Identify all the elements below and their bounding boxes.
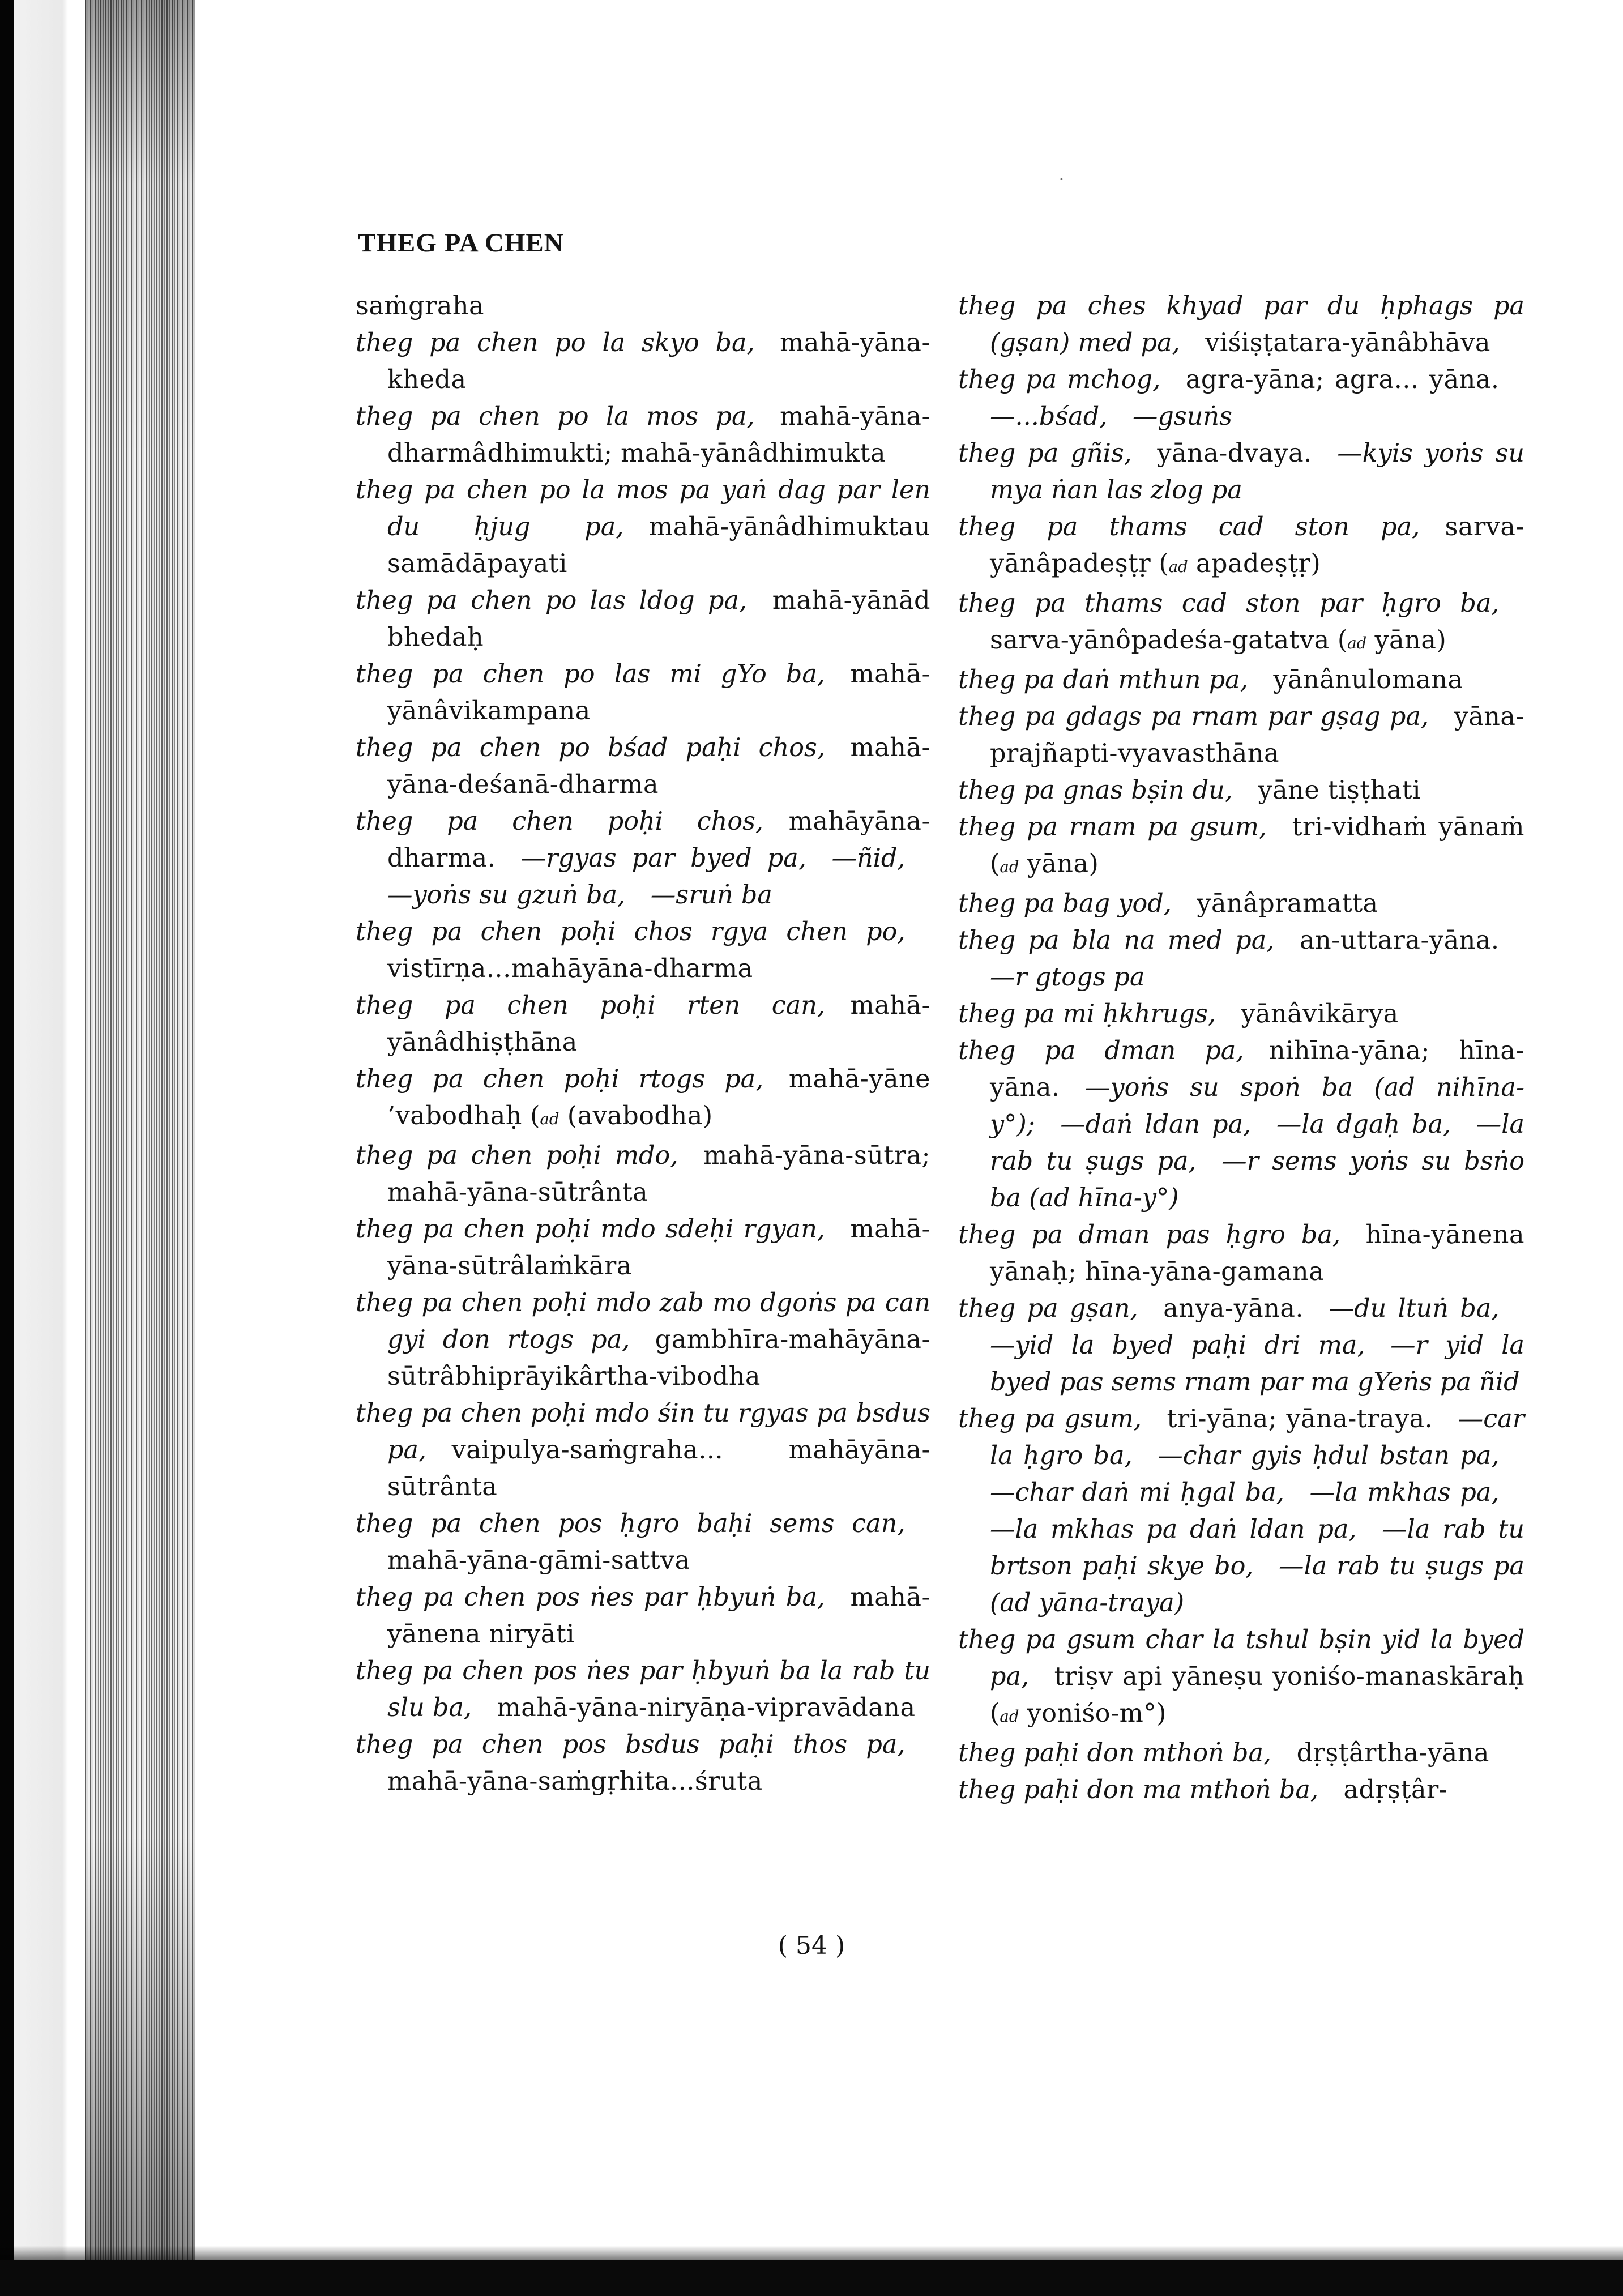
cross-ref-ad: ad: [1000, 1707, 1019, 1726]
cross-ref-target: yāna): [1374, 626, 1447, 655]
sanskrit-equivalent: mahā-yāna-dharmâdhimukti; mahā-yānâdhimukta: [387, 402, 930, 468]
scan-speck: ·: [1059, 170, 1064, 189]
sub-entry: —kyis yoṅs su mya ṅan las zlog pa: [990, 439, 1525, 505]
sub-entry: —du ltuṅ ba,: [1329, 1294, 1500, 1323]
sub-entry: —...bśad,: [990, 402, 1108, 431]
sanskrit-equivalent: yāna-prajñapti-vyavasthāna: [990, 702, 1524, 768]
tibetan-headword: theg pa chen po las ldog pa,: [356, 586, 748, 615]
sub-entry: —char gyis ḥdul bstan pa,: [1158, 1441, 1500, 1470]
sub-entry: —la mkhas pa daṅ ldan pa,: [990, 1515, 1357, 1544]
dictionary-entry: theg pa rnam pa gsum, tri-vidhaṁ yānaṁ (ad yāna): [958, 813, 1524, 878]
tibetan-headword: theg pa gdags pa rnam par gṣag pa,: [958, 702, 1429, 731]
dictionary-entry: [356, 398, 930, 472]
sanskrit-equivalent: dṛṣṭârtha-yāna: [1296, 1739, 1489, 1768]
sanskrit-equivalent: hīna-yānena yānaḥ; hīna-yāna-gamana: [990, 1220, 1524, 1286]
tibetan-headword: theg pa chen pos bsdus paḥi thos pa,: [356, 1730, 906, 1759]
tibetan-headword: theg pa chen poḥi rten can,: [356, 991, 826, 1020]
dictionary-entry: [958, 698, 1524, 772]
sanskrit-equivalent: mahā-yānâdhimuktau samādāpayati: [387, 513, 930, 578]
cross-ref-target: (avabodha): [567, 1102, 713, 1130]
tibetan-headword: theg pa gñis,: [958, 439, 1132, 468]
sub-entry: —yoṅs su spoṅ ba (ad nihīna-y°);: [990, 1073, 1524, 1139]
tibetan-headword: theg pa gṣan,: [958, 1294, 1138, 1323]
dictionary-entry: [958, 996, 1524, 1032]
tibetan-headword: theg pa dman pas ḥgro ba,: [958, 1220, 1341, 1249]
tibetan-headword: theg pa bla na med pa,: [958, 926, 1275, 955]
dictionary-entry: [356, 1653, 930, 1726]
dictionary-entry: [356, 1395, 930, 1505]
dictionary-entry: [356, 1211, 930, 1284]
cross-ref-target: yāna): [1027, 850, 1099, 878]
sanskrit-equivalent: saṁgraha: [356, 292, 485, 321]
dictionary-entry: [958, 435, 1524, 509]
tibetan-headword: theg pa chen po la mos pa yaṅ dag par len du ḥjug pa,: [356, 476, 930, 541]
sanskrit-equivalent: mahā-yāna-niryāṇa-vipravādana: [497, 1693, 916, 1722]
tibetan-headword: theg pa thams cad ston par ḥgro ba,: [958, 589, 1500, 618]
tibetan-headword: theg pa thams cad ston pa,: [958, 513, 1420, 541]
tibetan-headword: theg pa mi ḥkhrugs,: [958, 1000, 1216, 1028]
tibetan-headword: theg pa chen poḥi rtogs pa,: [356, 1065, 764, 1094]
sanskrit-equivalent: mahāyāna-dharma.: [387, 807, 930, 873]
dictionary-entry: [958, 1401, 1524, 1621]
tibetan-headword: theg pa chen poḥi mdo śin tu rgyas pa bsdus pa,: [356, 1399, 930, 1465]
sanskrit-equivalent: yānânulomana: [1273, 665, 1463, 694]
tibetan-headword: theg pa rnam pa gsum,: [958, 813, 1267, 842]
cross-ref-ad: ad: [1000, 857, 1019, 876]
dictionary-entry: [356, 1726, 930, 1800]
sanskrit-equivalent: mahā-yānâdhiṣṭhāna: [387, 991, 930, 1057]
dictionary-entry: [958, 772, 1524, 809]
tibetan-headword: theg pa chen pos ṅes par ḥbyuṅ ba la rab tu slu ba,: [356, 1657, 930, 1722]
tibetan-headword: theg pa chen po bśad paḥi chos,: [356, 733, 826, 762]
right-column: [958, 288, 1524, 1808]
sanskrit-equivalent: nihīna-yāna; hīna-yāna.: [990, 1036, 1524, 1102]
sanskrit-equivalent: mahā-yāna-sūtra; mahā-yāna-sūtrânta: [387, 1141, 930, 1207]
dictionary-entry: [958, 1772, 1524, 1808]
sanskrit-equivalent: gambhīra-mahāyāna-sūtrâbhiprāyikârtha-vibodha: [387, 1325, 930, 1391]
dictionary-entry: [356, 288, 930, 325]
sanskrit-equivalent: viśiṣṭatara-yānâbhāva: [1205, 328, 1490, 357]
sanskrit-equivalent: sarva-yānôpadeśa-gatatva: [990, 626, 1330, 655]
sub-entry: —daṅ ldan pa,: [1060, 1110, 1252, 1139]
dictionary-entry: [356, 1137, 930, 1211]
sub-entry: —la rab tu brtson paḥi skye bo,: [990, 1515, 1524, 1581]
sanskrit-equivalent: mahā-yānâvikampana: [387, 660, 930, 725]
running-head: THEG PA CHEN: [358, 228, 564, 258]
sanskrit-equivalent: yāne tiṣṭhati: [1258, 776, 1421, 805]
tibetan-headword: theg pa chen pos ḥgro baḥi sems can,: [356, 1509, 906, 1538]
sanskrit-equivalent: vistīrṇa...mahāyāna-dharma: [387, 954, 753, 983]
dictionary-entry: [958, 1290, 1524, 1401]
bottom-shadow: [0, 2246, 1623, 2260]
sanskrit-equivalent: mahā-yāna-deśanā-dharma: [387, 733, 930, 799]
dictionary-entry: [958, 1032, 1524, 1217]
sub-entry: —yoṅs su gzuṅ ba,: [387, 881, 626, 910]
sanskrit-equivalent: yānâpramatta: [1197, 889, 1378, 918]
cross-ref-ad: ad: [1168, 557, 1188, 576]
dictionary-entry: [356, 656, 930, 729]
dictionary-entry: [356, 729, 930, 803]
cross-ref-ad: ad: [540, 1109, 559, 1128]
dictionary-entry: [356, 1579, 930, 1653]
sanskrit-equivalent: yānâvikārya: [1241, 1000, 1399, 1028]
dictionary-entry: [356, 1284, 930, 1395]
dictionary-entry: [356, 914, 930, 987]
page-number: ( 54 ): [778, 1931, 845, 1960]
sub-entry: —r yid la byed pas sems rnam par ma gYeṅs pa ñid: [990, 1331, 1524, 1397]
tibetan-headword: theg pa chen poḥi chos rgya chen po,: [356, 917, 906, 946]
tibetan-headword: theg pa chen po la mos pa,: [356, 402, 755, 431]
sub-entry: —la rab tu ṣugs pa,: [990, 1110, 1524, 1176]
tibetan-headword: theg pa chen poḥi mdo zab mo dgoṅs pa can gyi don rtogs pa,: [356, 1288, 930, 1354]
dictionary-entry: [356, 325, 930, 398]
dictionary-entry: theg pa gsum char la tshul bṣin yid la byed pa, triṣv api yāneṣu yoniśo-manaskāraḥ (ad yoniśo-m°): [958, 1625, 1524, 1728]
tibetan-headword: theg paḥi don mthoṅ ba,: [958, 1739, 1272, 1768]
sanskrit-equivalent: mahā-yāna-kheda: [387, 328, 930, 394]
sanskrit-equivalent: agra-yāna; agra... yāna.: [1185, 365, 1500, 394]
tibetan-headword: theg pa daṅ mthun pa,: [958, 665, 1248, 694]
tibetan-headword: theg pa gsum char la tshul bṣin yid la byed pa,: [958, 1625, 1524, 1691]
sanskrit-equivalent: mahā-yāne ’vabodhaḥ: [387, 1065, 930, 1130]
sanskrit-equivalent: vaipulya-saṁgraha... mahāyāna-sūtrânta: [387, 1436, 930, 1501]
sanskrit-equivalent: anya-yāna.: [1163, 1294, 1304, 1323]
tibetan-headword: theg pa chen poḥi mdo,: [356, 1141, 678, 1170]
sanskrit-equivalent: tri-vidhaṁ yānaṁ: [1292, 813, 1524, 842]
tibetan-headword: theg pa dman pa,: [958, 1036, 1244, 1065]
cross-ref-target: apadeṣṭṛ): [1195, 549, 1321, 578]
sanskrit-equivalent: adṛṣṭâr-: [1343, 1776, 1448, 1804]
sub-entry: —la mkhas pa,: [1309, 1478, 1500, 1507]
dictionary-entry: [356, 803, 930, 914]
cross-ref-ad: ad: [1347, 634, 1367, 652]
dictionary-entry: theg pa thams cad ston par ḥgro ba, sarva-yānôpadeśa-gatatva (ad yāna): [958, 589, 1500, 655]
sub-entry: —r gtogs pa: [990, 963, 1145, 992]
tibetan-headword: theg pa mchog,: [958, 365, 1161, 394]
sanskrit-equivalent: mahā-yānād bhedaḥ: [387, 586, 930, 652]
scanner-edge: [0, 2260, 1623, 2296]
dictionary-entry: theg pa chen poḥi rtogs pa, mahā-yāne ’vabodhaḥ (ad (avabodha): [356, 1065, 930, 1130]
sanskrit-equivalent: tri-yāna; yāna-traya.: [1167, 1405, 1433, 1433]
tibetan-headword: theg pa chen pos ṅes par ḥbyuṅ ba,: [356, 1583, 826, 1612]
sanskrit-equivalent: mahā-yāna-saṁgṛhita...śruta: [387, 1767, 763, 1796]
dictionary-entry: [958, 885, 1524, 922]
dictionary-entry: [356, 987, 930, 1061]
sub-entry: —char daṅ mi ḥgal ba,: [990, 1478, 1284, 1507]
tibetan-headword: theg pa chen poḥi chos,: [356, 807, 764, 836]
sanskrit-equivalent: an-uttara-yāna.: [1299, 926, 1500, 955]
tibetan-headword: theg pa bag yod,: [958, 889, 1172, 918]
tibetan-headword: theg pa gsum,: [958, 1405, 1142, 1433]
dictionary-entry: theg pa thams cad ston pa, sarva-yānâpadeṣṭṛ (ad apadeṣṭṛ): [958, 513, 1524, 578]
dictionary-entry: [356, 472, 930, 582]
dictionary-entry: [958, 1735, 1524, 1772]
sanskrit-equivalent: yāna-dvaya.: [1157, 439, 1312, 468]
sub-entry: —r sems yoṅs su bsṅo ba (ad hīna-y°): [990, 1147, 1524, 1213]
dictionary-entry: [958, 361, 1524, 435]
sanskrit-equivalent: mahā-yāna-sūtrâlaṁkāra: [387, 1215, 930, 1281]
dictionary-entry: [356, 582, 930, 656]
tibetan-headword: theg pa chen po la skyo ba,: [356, 328, 755, 357]
sub-entry: —car la ḥgro ba,: [990, 1405, 1525, 1470]
tibetan-headword: theg pa ches khyad par du ḥphags pa (gṣan) med pa,: [958, 292, 1524, 357]
sub-entry: —la rab tu ṣugs pa (ad yāna-traya): [990, 1552, 1524, 1618]
sub-entry: —sruṅ ba: [650, 881, 772, 910]
tibetan-headword: theg pa chen poḥi mdo sdeḥi rgyan,: [356, 1215, 826, 1244]
sanskrit-equivalent: triṣv api yāneṣu yoniśo-manaskāraḥ: [1054, 1662, 1524, 1691]
tibetan-headword: theg paḥi don ma mthoṅ ba,: [958, 1776, 1319, 1804]
sub-entry: —la dgaḥ ba,: [1276, 1110, 1451, 1139]
sub-entry: —yid la byed paḥi dri ma,: [990, 1331, 1365, 1360]
dictionary-entry: [958, 922, 1524, 996]
dictionary-entry: [356, 1505, 930, 1579]
left-column: [356, 288, 930, 1800]
dictionary-entry: [958, 1217, 1524, 1290]
sub-entry: —gsuṅs: [1132, 402, 1232, 431]
cross-ref-target: yoniśo-m°): [1027, 1699, 1167, 1728]
dictionary-entry: [958, 288, 1524, 361]
sub-entry: —ñid,: [831, 844, 906, 873]
sanskrit-equivalent: mahā-yāna-gāmi-sattva: [387, 1546, 690, 1575]
tibetan-headword: theg pa chen po las mi gYo ba,: [356, 660, 826, 689]
sanskrit-equivalent: sarva-yānâpadeṣṭṛ: [990, 513, 1524, 578]
sanskrit-equivalent: mahā-yānena niryāti: [387, 1583, 930, 1649]
sub-entry: —rgyas par byed pa,: [520, 844, 806, 873]
dictionary-entry: [958, 662, 1524, 698]
tibetan-headword: theg pa gnas bṣin du,: [958, 776, 1233, 805]
